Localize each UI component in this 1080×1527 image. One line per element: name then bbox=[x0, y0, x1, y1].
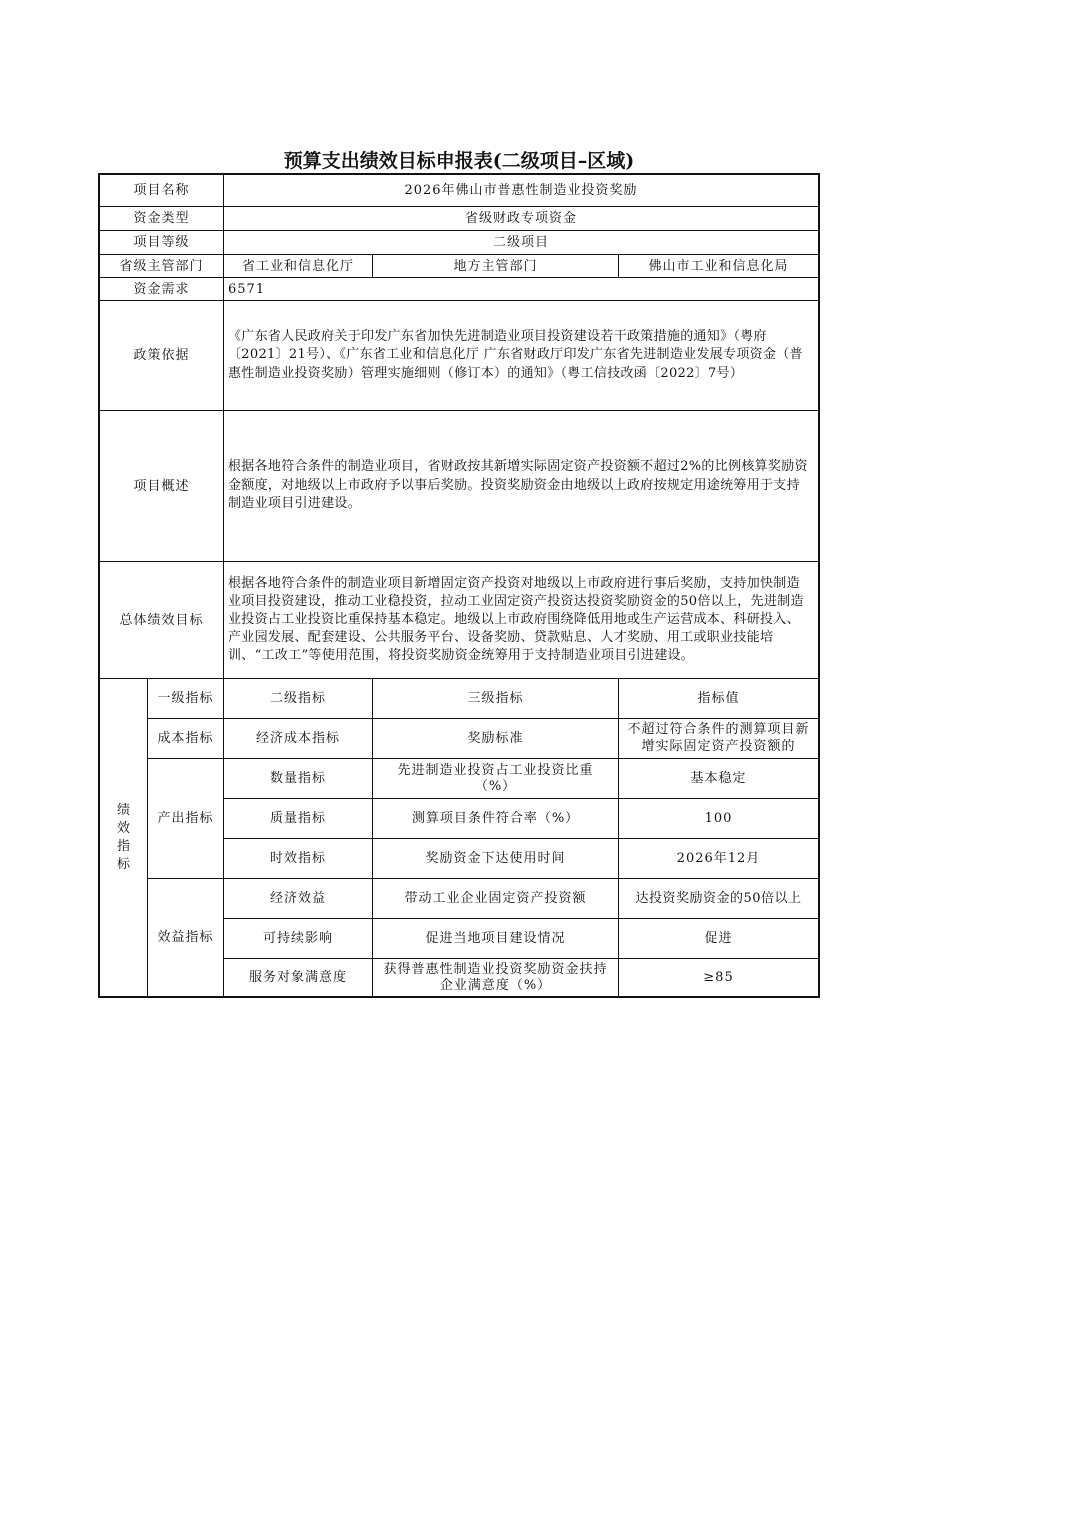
output-row2-level3: 测算项目条件符合率（%） bbox=[411, 811, 580, 826]
benefit-row1-level2: 经济效益 bbox=[269, 891, 326, 906]
output-row3-level2: 时效指标 bbox=[269, 851, 326, 866]
benefit-row2-level2: 可持续影响 bbox=[262, 931, 333, 946]
local-dept-label: 地方主管部门 bbox=[453, 258, 538, 274]
header-level3: 三级指标 bbox=[467, 691, 524, 706]
project-name-value: 2026年佛山市普惠性制造业投资奖励 bbox=[404, 183, 638, 198]
section-char: 标 bbox=[116, 856, 130, 872]
project-level-label: 项目等级 bbox=[133, 235, 190, 250]
cost-level3: 奖励标准 bbox=[467, 731, 524, 746]
goal-label: 总体绩效目标 bbox=[119, 612, 204, 628]
form-title: 预算支出绩效目标申报表(二级项目–区域) bbox=[283, 150, 635, 172]
prov-dept-value: 省工业和信息化厅 bbox=[241, 258, 354, 274]
output-row1-value: 基本稳定 bbox=[690, 771, 747, 786]
output-row2-value: 100 bbox=[704, 811, 733, 826]
table-border bbox=[818, 173, 820, 998]
local-dept-value: 佛山市工业和信息化局 bbox=[648, 258, 789, 274]
policy-text: 《广东省人民政府关于印发广东省加快先进制造业项目投资建设若干政策措施的通知》（粤府〔2021〕21号）、《广东省工业和信息化厅 广东省财政厅印发广东省先进制造业发展专项资金（普惠性制造业投资奖励）管理实施细则（修订本）的通知》（粤工信技改函〔2022〕7号） bbox=[228, 328, 803, 381]
output-row1-level2: 数量指标 bbox=[269, 771, 326, 786]
benefit-row2-value: 促进 bbox=[704, 931, 733, 946]
project-name-label: 项目名称 bbox=[133, 183, 190, 198]
policy-label: 政策依据 bbox=[133, 348, 190, 363]
indicators-section-label bbox=[100, 679, 147, 996]
output-row1-level3: 先进制造业投资占工业投资比重（%） bbox=[397, 762, 594, 794]
cost-level1: 成本指标 bbox=[157, 731, 214, 746]
benefit-row3-level2: 服务对象满意度 bbox=[248, 970, 347, 985]
benefit-row3-value: ≥85 bbox=[703, 970, 734, 985]
table-border bbox=[98, 996, 820, 998]
fund-type-value: 省级财政专项资金 bbox=[464, 211, 577, 226]
header-value: 指标值 bbox=[697, 691, 740, 706]
prov-dept-label: 省级主管部门 bbox=[119, 258, 204, 274]
cost-value: 不超过符合条件的测算项目新增实际固定资产投资额的 bbox=[627, 722, 810, 754]
section-char: 效 bbox=[116, 820, 130, 836]
section-char: 指 bbox=[116, 838, 130, 854]
fund-demand-label: 资金需求 bbox=[133, 281, 190, 297]
goal-text: 根据各地符合条件的制造业项目新增固定资产投资对地级以上市政府进行事后奖励，支持加快制造业项目投资建设，推动工业稳投资，拉动工业固定资产投资达投资奖励资金的50倍以上，先进制造业投资占工业投资比重保持基本稳定。地级以上市政府围绕降低用地或生产运营成本、科研投入、产业园发展、配套建设、公共服务平台、设备奖励、贷款贴息、人才奖励、用工或职业技能培训、“工改工”等使用范围，将投资奖励资金统筹用于支持制造业项目引进建设。 bbox=[228, 576, 804, 663]
benefit-level1: 效益指标 bbox=[157, 930, 214, 945]
cost-level2: 经济成本指标 bbox=[255, 731, 340, 746]
section-char: 绩 bbox=[116, 802, 130, 818]
overview-label: 项目概述 bbox=[133, 478, 190, 494]
header-level2: 二级指标 bbox=[269, 691, 326, 706]
header-level1: 一级指标 bbox=[157, 691, 214, 706]
output-row2-level2: 质量指标 bbox=[269, 811, 326, 826]
fund-type-label: 资金类型 bbox=[133, 211, 190, 226]
benefit-row1-value: 达投资奖励资金的50倍以上 bbox=[635, 891, 802, 906]
output-row3-level3: 奖励资金下达使用时间 bbox=[425, 851, 566, 866]
output-level1: 产出指标 bbox=[157, 811, 214, 826]
benefit-row2-level3: 促进当地项目建设情况 bbox=[425, 931, 566, 946]
fund-demand-value: 6571 bbox=[228, 281, 266, 297]
benefit-row1-level3: 带动工业企业固定资产投资额 bbox=[404, 891, 587, 906]
overview-text: 根据各地符合条件的制造业项目，省财政按其新增实际固定资产投资额不超过2%的比例核算奖励资金额度，对地级以上市政府予以事后奖励。投资奖励资金由地级以上政府按规定用途统筹用于支持制造业项目引进建设。 bbox=[228, 459, 808, 512]
project-level-value: 二级项目 bbox=[492, 235, 549, 250]
output-row3-value: 2026年12月 bbox=[676, 851, 761, 866]
benefit-row3-level3: 获得普惠性制造业投资奖励资金扶持企业满意度（%） bbox=[383, 961, 608, 993]
